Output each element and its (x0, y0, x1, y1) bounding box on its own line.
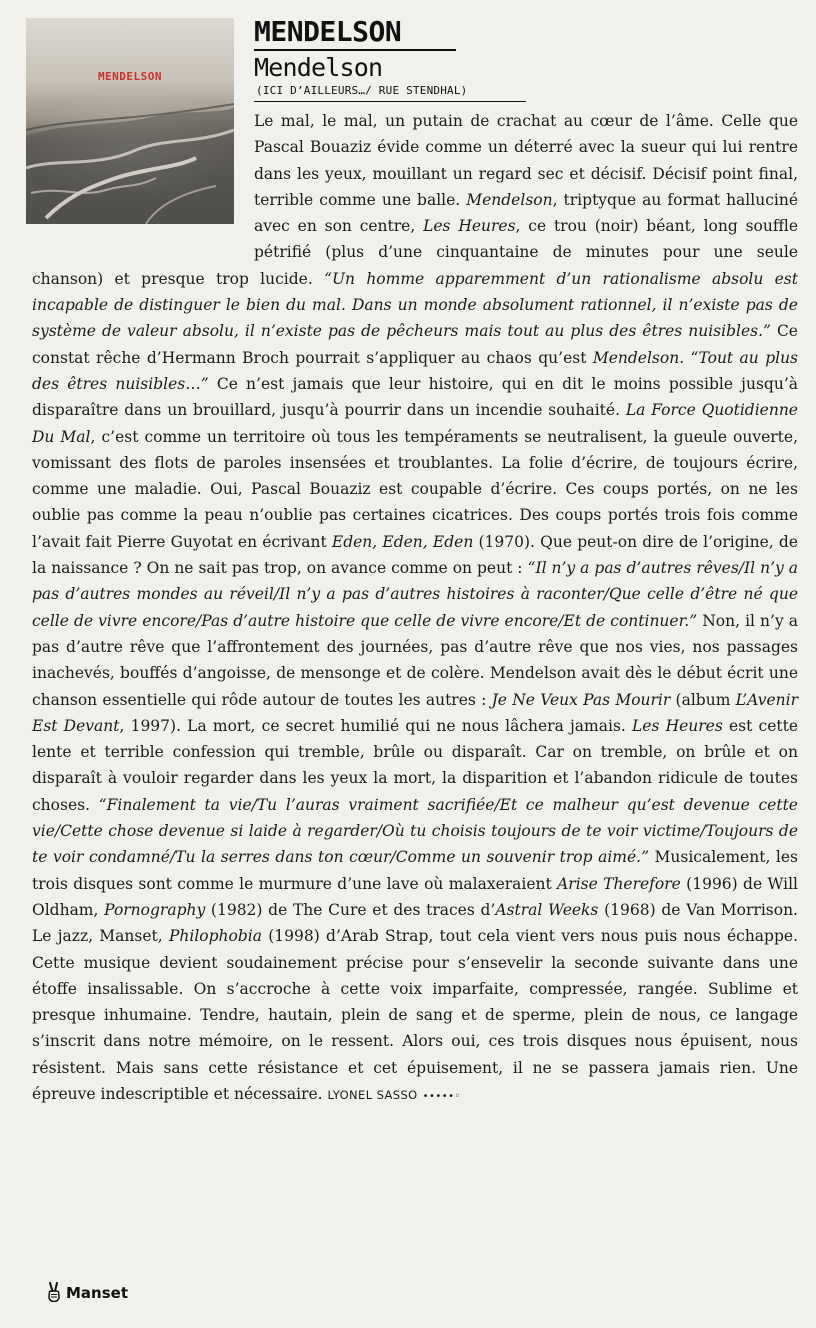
review-italic-segment: Les Heures (632, 716, 723, 735)
review-text-segment: (1996) de Will Oldham, (32, 874, 798, 919)
review-italic-segment: Eden, Eden, Eden (331, 532, 474, 551)
cover-wrap-space (32, 108, 254, 240)
review-quote: “Il n’y a pas d’autres rêves/Il n’y a pas d’autres mondes au réveil/Il n’y a pas d’autres histoires à raconter/Que celle d’être né que celle de vivre encore/Pas d’autre histoire que celle de vivre encore/Et de continuer.” (32, 559, 798, 630)
review-text-segment: , 1997). La mort, ce secret humilié qui ne nous lâchera jamais. (119, 716, 632, 735)
review-italic-segment: La Force Quotidienne Du Mal (32, 401, 798, 446)
review-text-segment: Musicalement, les trois disques sont comme le murmure d’une lave où malaxeraient (32, 848, 798, 893)
review-italic-segment: Philophobia (168, 927, 262, 946)
review-text-segment: Le mal, le mal, un putain de crachat au cœur de l’âme. Celle que Pascal Bouaziz évide comme un déterré avec la sueur qui lui rentre dans les yeux, mouillant un regard sec et décisif. Décisif point final, terrible comme une balle. (254, 112, 798, 209)
review-text-segment: (1968) de Van Morrison. Le jazz, Manset, (32, 900, 798, 946)
review-italic-segment: Mendelson (592, 348, 680, 367)
review-quote: “Finalement ta vie/Tu l’auras vraiment sacrifiée/Et ce malheur qu’est devenue cette vie/Cette chose devenue si laide à regarder/Où tu choisis toujours de te voir victime/Toujours de te voir condamné/Tu la serres dans ton cœur/Comme un souvenir trop aimé.” (32, 795, 798, 867)
cover-title: MENDELSON (97, 70, 163, 83)
review-italic-segment: Pornography (104, 900, 206, 919)
review-italic-segment: Mendelson (466, 190, 553, 209)
record-label: (ICI D’AILLEURS…/ RUE STENDHAL) (256, 84, 468, 97)
review-text-segment: (album (670, 690, 736, 709)
review-italic-segment: L’Avenir Est Devant (32, 690, 799, 735)
rating-dots: •••••◦ (422, 1090, 461, 1102)
review-italic-segment: Arise Therefore (557, 874, 681, 893)
review-text (32, 108, 798, 1110)
recommendation-label: Manset (66, 1284, 128, 1302)
review-text-segment: Non, il n’y a pas d’autre rêve que l’affrontement des journées, pas d’autre rêve que nos vies, nos passages inachevés, bouffés d’angoisse, de mensonge et de colère. Mendelson avait dès le début écrit une chanson essentielle qui rôde autour de toutes les autres : (32, 611, 798, 709)
review-quote: “Tout au plus des êtres nuisibles…” (32, 348, 799, 393)
review-text-segment: (1998) d’Arab Strap, tout cela vient vers nous puis nous échappe. Cette musique devient soudainement précise pour s’ensevelir la seconde suivante dans une étoffe insalissable. On s’accroche à cette voix imparfaite, compressée, rangée. Sublime et presque inhumaine. Tendre, hautain, plein de sang et de sperme, plein de nous, ce langage s’inscrit dans notre mémoire, on le ressent. Alors oui, ces trois disques nous épuisent, nous résistent. Mais sans cette résistance et cet épuisement, il ne se passera jamais rien. Une épreuve indescriptible et nécessaire. (32, 927, 798, 1103)
review-italic-segment: Astral Weeks (495, 900, 599, 919)
review-quote: “Un homme apparemment d’un rationalisme absolu est incapable de distinguer le bien du mal. Dans un monde absolument rationnel, il n’existe pas de système de valeur absolu, il n’existe pas de pêcheurs mais tout au plus des êtres nuisibles.” (32, 269, 798, 341)
review-text-segment: (1970). Que peut-on dire de l’origine, de la naissance ? On ne sait pas trop, on avance comme on peut : (32, 532, 798, 578)
review-author: LYONEL SASSO (327, 1087, 418, 1102)
review-text-segment: Ce constat rêche d’Hermann Broch pourrait s’appliquer au chaos qu’est (32, 322, 798, 367)
review-text-segment: (1982) de The Cure et des traces d’ (205, 900, 496, 919)
review-text-segment: , triptyque au format halluciné avec en son centre, (254, 190, 798, 236)
review-text-segment: , ce trou (noir) béant, long souffle pétrifié (plus d’une cinquantaine de minutes pour une seule chanson) et presque trop lucide. (32, 217, 798, 288)
artist-name: MENDELSON (254, 15, 402, 48)
album-title: Mendelson (254, 53, 383, 82)
review-text-segment: est cette lente et terrible confession qui tremble, brûle ou disparaît. Car on tremble, on brûle et on disparaît à vouloir regarder dans les yeux la mort, la disparition et l’abandon ridicule de toutes choses. (32, 716, 798, 814)
review-text-segment: . (679, 348, 691, 367)
header-divider (254, 49, 456, 51)
review-italic-segment: Je Ne Veux Pas Mourir (491, 690, 671, 709)
recommendation-footer (46, 1282, 128, 1304)
review-italic-segment: Les Heures (423, 217, 516, 236)
header-underline (254, 101, 526, 102)
victory-hand-icon (46, 1282, 62, 1302)
review-text-segment: Ce n’est jamais que leur histoire, qui en dit le moins possible jusqu’à disparaître dans un brouillard, jusqu’à pourrir dans un incendie souhaité. (32, 374, 799, 420)
review-text-segment: , c’est comme un territoire où tous les tempéraments se neutralisent, la gueule ouverte, vomissant des flots de paroles insensées et troublantes. La folie d’écrire, de toujours écrire, comme une maladie. Oui, Pascal Bouaziz est coupable d’écrire. Ces coups portés, on ne les oublie pas comme la peau n’oublie pas certaines cicatrices. Des coups portés trois fois comme l’avait fait Pierre Guyotat en écrivant (32, 427, 799, 551)
